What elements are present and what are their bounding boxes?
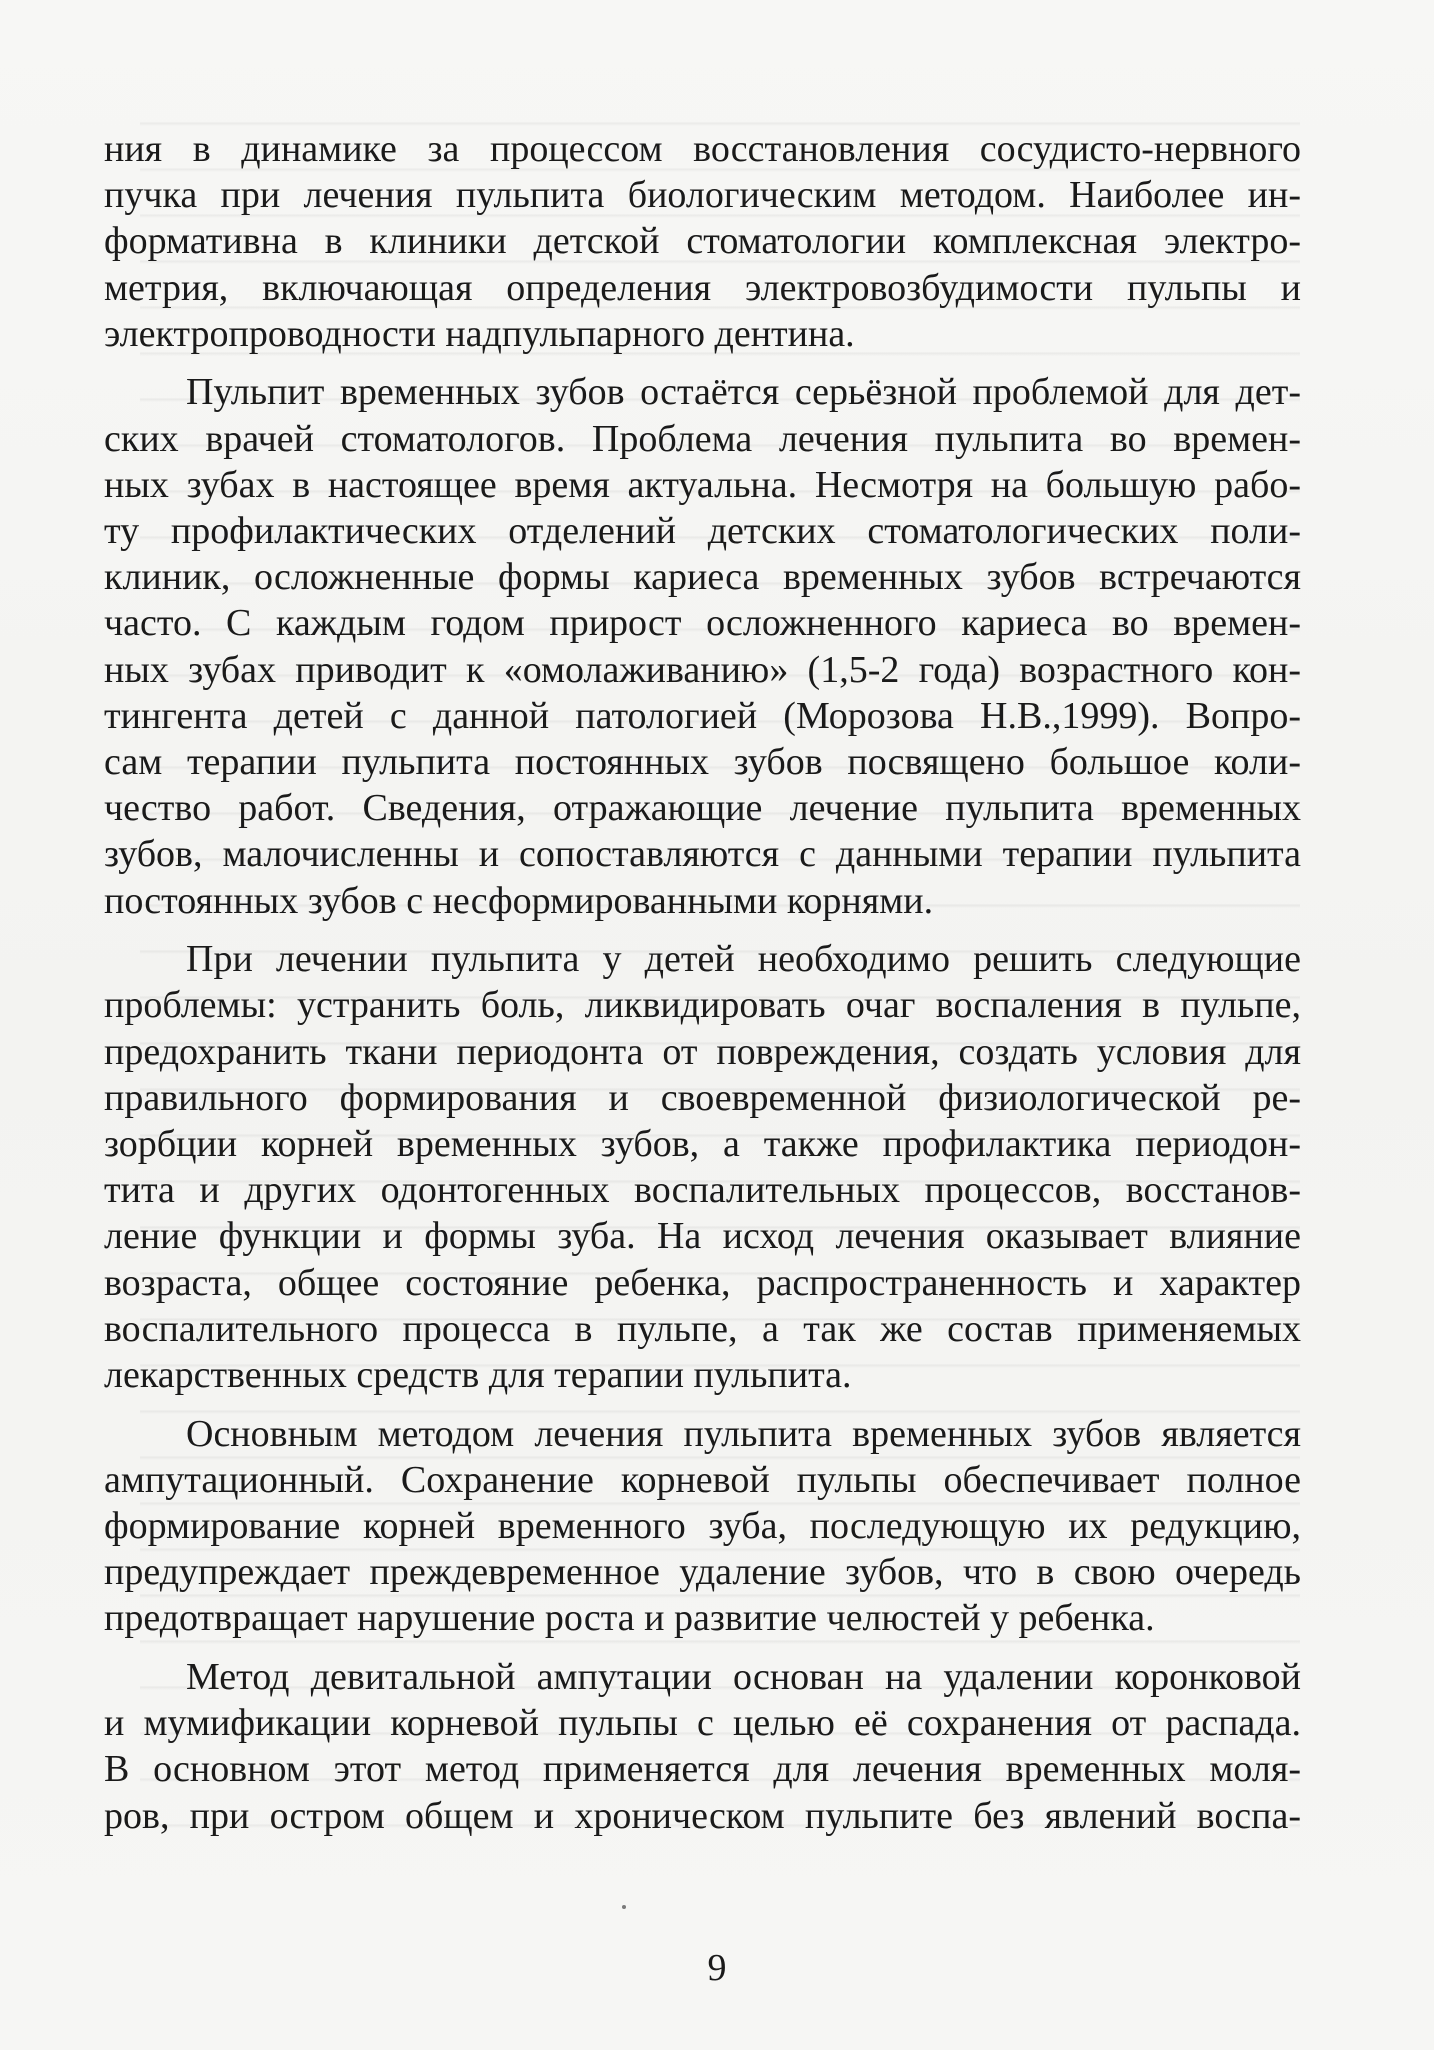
body-text <box>104 126 1301 1839</box>
paragraph <box>104 936 1301 1398</box>
text-line: правильного формирования и своевременной физиологической ре- <box>104 1076 1301 1119</box>
text-line: сам терапии пульпита постоянных зубов посвящено большое коли- <box>104 740 1301 783</box>
text-line: возраста, общее состояние ребенка, распространенность и характер <box>104 1261 1301 1304</box>
text-line: предупреждает преждевременное удаление зубов, что в свою очередь <box>104 1551 1301 1594</box>
text-line: ния в динамике за процессом восстановления сосудисто-нервного <box>104 128 1301 170</box>
text-line: формирование корней временного зуба, последующую их редукцию, <box>104 1504 1301 1547</box>
text-line: постоянных зубов с несформированными корнями. <box>104 879 934 922</box>
paragraph <box>104 1654 1301 1839</box>
text-line: предохранить ткани периодонта от повреждения, создать условия для <box>104 1030 1301 1073</box>
text-line: предотвращает нарушение роста и развитие челюстей у ребенка. <box>104 1597 1155 1640</box>
text-line: лекарственных средств для терапии пульпита. <box>104 1353 852 1396</box>
text-line: пучка при лечения пульпита биологическим методом. Наиболее ин- <box>104 174 1301 217</box>
text-line: ных зубах в настоящее время актуальна. Несмотря на большую рабо- <box>104 463 1301 506</box>
text-line: формативна в клиники детской стоматологии комплексная электро- <box>104 220 1301 263</box>
text-line: тингента детей с данной патологией (Морозова Н.В.,1999). Вопро- <box>104 694 1301 737</box>
text-line: зубов, малочисленны и сопоставляются с данными терапии пульпита <box>104 833 1301 876</box>
text-line: Пульпит временных зубов остаётся серьёзной проблемой для дет- <box>186 371 1301 414</box>
text-line: проблемы: устранить боль, ликвидировать очаг воспаления в пульпе, <box>104 984 1301 1027</box>
scan-speck <box>622 1905 626 1909</box>
text-line: ных зубах приводит к «омолаживанию» (1,5-2 года) возрастного кон- <box>104 648 1301 691</box>
paragraph <box>104 1411 1301 1642</box>
text-line: чество работ. Сведения, отражающие лечение пульпита временных <box>104 787 1301 830</box>
text-line: ских врачей стоматологов. Проблема лечения пульпита во времен- <box>104 417 1301 460</box>
text-line: Метод девитальной ампутации основан на удалении коронковой <box>186 1656 1301 1698</box>
page-number: 9 <box>707 1947 727 1989</box>
text-line: ампутационный. Сохранение корневой пульпы обеспечивает полное <box>104 1458 1301 1501</box>
text-line: ту профилактических отделений детских стоматологических поли- <box>104 510 1301 552</box>
text-line: электропроводности надпульпарного дентина. <box>104 312 855 355</box>
paragraph <box>104 369 1301 923</box>
text-line: и мумификации корневой пульпы с целью её сохранения от распада. <box>104 1702 1301 1745</box>
text-line: воспалительного процесса в пульпе, а так же состав применяемых <box>104 1307 1301 1350</box>
text-line: При лечении пульпита у детей необходимо решить следующие <box>186 938 1301 981</box>
text-line: ров, при остром общем и хроническом пульпите без явлений воспа- <box>104 1794 1301 1837</box>
text-line: зорбции корней временных зубов, а также профилактика периодон- <box>104 1122 1301 1165</box>
text-line: часто. С каждым годом прирост осложненного кариеса во времен- <box>104 602 1301 645</box>
text-line: Основным методом лечения пульпита временных зубов является <box>186 1412 1301 1455</box>
text-line: клиник, осложненные формы кариеса временных зубов встречаются <box>104 556 1301 599</box>
text-line: ление функции и формы зуба. На исход лечения оказывает влияние <box>104 1215 1301 1258</box>
text-line: тита и других одонтогенных воспалительных процессов, восстанов- <box>104 1169 1301 1212</box>
paragraph <box>104 126 1301 357</box>
text-line: метрия, включающая определения электровозбудимости пульпы и <box>104 266 1301 309</box>
text-line: В основном этот метод применяется для лечения временных моля- <box>104 1748 1301 1791</box>
